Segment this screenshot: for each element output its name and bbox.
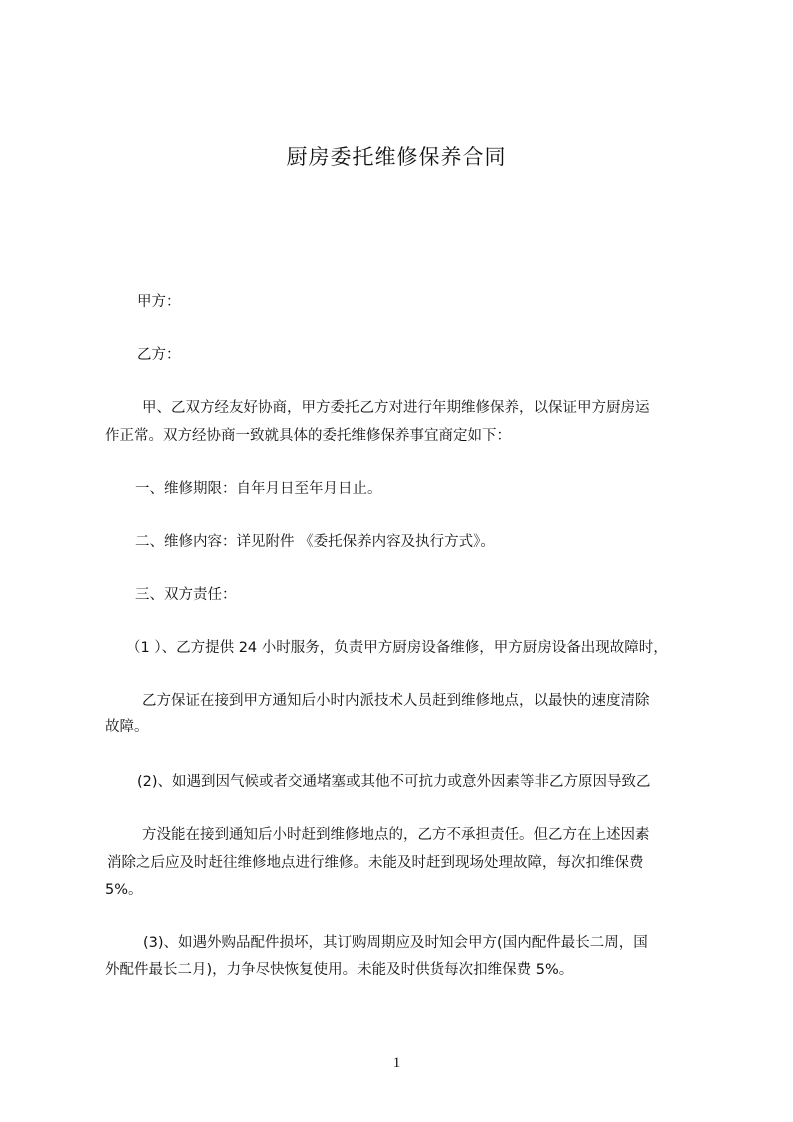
clause-2-line-4: 5%。 <box>105 882 143 898</box>
section-term: 一、维修期限：自年月日至年月日止。 <box>135 481 382 497</box>
page-number: 1 <box>392 1055 401 1071</box>
contract-title: 厨房委托维修保养合同 <box>286 145 507 169</box>
section-content: 二、维修内容：详见附件 《委托保养内容及执行方式》。 <box>135 534 495 550</box>
clause-3-line-1: (3)、如遇外购品配件损坏，其订购周期应及时知会甲方(国内配件最长二周，国 <box>143 935 648 951</box>
party-b-label: 乙方： <box>137 347 181 363</box>
clause-1-line-3: 故障。 <box>105 719 149 735</box>
clause-1-line-2: 乙方保证在接到甲方通知后小时内派技术人员赶到维修地点，以最快的速度清除 <box>142 693 650 709</box>
clause-2-line-1: (2)、如遇到因气候或者交通堵塞或其他不可抗力或意外因素等非乙方原因导致乙 <box>137 774 651 790</box>
intro-line-1: 甲、乙双方经友好协商，甲方委托乙方对进行年期维修保养，以保证甲方厨房运 <box>142 400 650 416</box>
clause-1-line-1: （1 ）、乙方提供 24 小时服务，负责甲方厨房设备维修，甲方厨房设备出现故障时， <box>126 640 668 656</box>
clause-2-line-2: 方没能在接到通知后小时赶到维修地点的，乙方不承担责任。但乙方在上述因素 <box>142 827 650 843</box>
intro-line-2: 作正常。双方经协商一致就具体的委托维修保养事宜商定如下： <box>105 428 511 444</box>
party-a-label: 甲方： <box>137 294 181 310</box>
clause-2-line-3: 消除之后应及时赶往维修地点进行维修。未能及时赶到现场处理故障，每次扣维保费 <box>107 855 644 871</box>
section-responsibilities: 三、双方责任： <box>135 587 237 603</box>
clause-3-line-2: 外配件最长二月)，力争尽快恢复使用。未能及时供货每次扣维保费 5%。 <box>105 962 574 978</box>
